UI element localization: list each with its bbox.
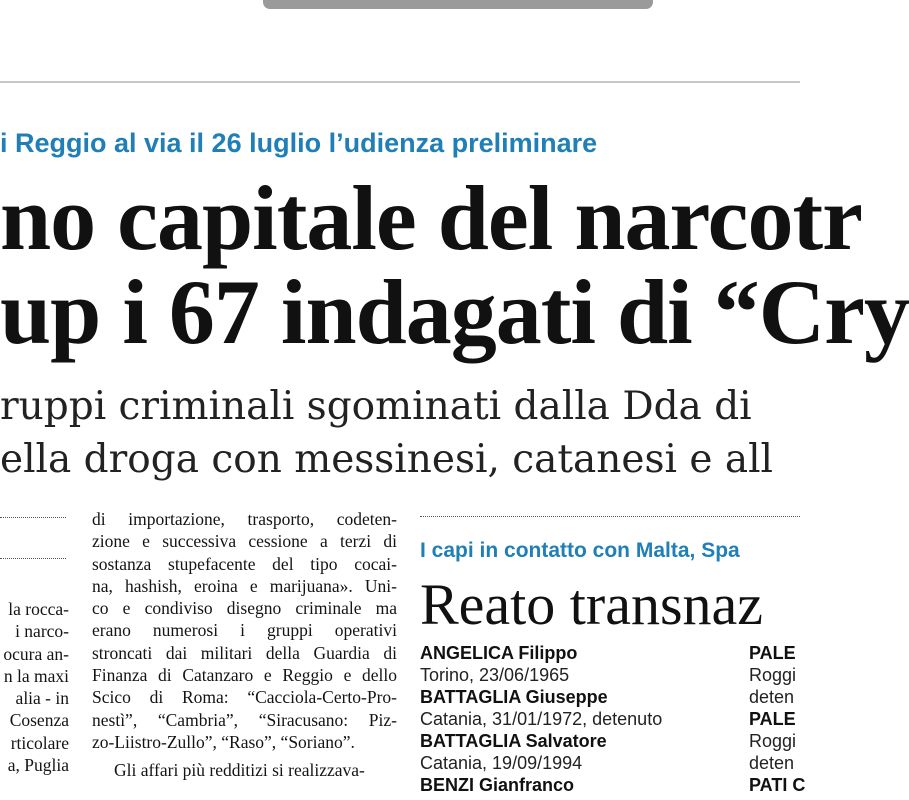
person-info: deten bbox=[749, 753, 795, 773]
body-line: sostanza stupefacente del tipo cocai- bbox=[92, 553, 397, 574]
person-name: BENZI Gianfranco bbox=[420, 775, 575, 795]
top-scroll-bar bbox=[263, 0, 653, 9]
article-kicker: i Reggio al via il 26 luglio l’udienza preliminare bbox=[0, 128, 598, 158]
left-line: i narco- bbox=[15, 621, 69, 642]
body-line: Finanza di Catanzaro e Reggio e dello bbox=[92, 665, 397, 686]
persons-list-second-column bbox=[749, 642, 806, 800]
person-name: BATTAGLIA Giuseppe bbox=[420, 687, 608, 707]
body-line: erano numerosi i gruppi operativi bbox=[92, 620, 397, 641]
body-line: co e condiviso disegno criminale ma bbox=[92, 598, 397, 619]
person-info: Torino, 23/06/1965 bbox=[420, 665, 570, 685]
person-info: deten bbox=[749, 687, 795, 707]
persons-list bbox=[420, 642, 740, 800]
person-name: PALE bbox=[749, 643, 796, 663]
left-dotted-divider-1 bbox=[0, 517, 66, 518]
person-name: ANGELICA Filippo bbox=[420, 643, 578, 663]
left-line: a, Puglia bbox=[7, 755, 69, 776]
left-line: la rocca- bbox=[8, 599, 69, 619]
left-line: rticolare bbox=[10, 732, 69, 753]
top-divider bbox=[0, 81, 800, 83]
left-line: alia - in bbox=[15, 688, 69, 709]
right-dotted-divider bbox=[420, 516, 800, 517]
subheadline-line-1: ruppi criminali sgominati dalla Dda di bbox=[0, 384, 752, 429]
left-dotted-divider-2 bbox=[0, 558, 66, 559]
body-line: na, hashish, eroina e marijuana». Uni- bbox=[92, 575, 397, 596]
person-name: PALE bbox=[749, 709, 796, 729]
middle-column-text bbox=[92, 508, 397, 800]
body-line: Scico di Roma: “Cacciola-Certo-Pro- bbox=[92, 687, 397, 708]
left-line: Cosenza bbox=[9, 710, 69, 731]
left-column-text bbox=[0, 598, 69, 800]
person-info: Roggi bbox=[749, 731, 797, 751]
body-line: nestì”, “Cambria”, “Siracusano: Piz- bbox=[92, 709, 397, 730]
person-info: Catania, 31/01/1972, detenuto bbox=[420, 709, 663, 729]
body-line: stroncati dai militari della Guardia di bbox=[92, 642, 397, 663]
body-line: zo-Liistro-Zullo”, “Raso”, “Soriano”. bbox=[92, 731, 355, 752]
section-kicker: I capi in contatto con Malta, Spa bbox=[420, 539, 740, 562]
body-line: zione e successiva cessione a terzi di bbox=[92, 531, 397, 552]
body-line: Gli affari più redditizi si realizzava- bbox=[114, 760, 365, 781]
subheadline-line-2: ella droga con messinesi, catanesi e all bbox=[0, 437, 774, 482]
headline-line-2: up i 67 indagati di “Cry bbox=[0, 261, 909, 363]
left-line: n la maxi bbox=[3, 665, 69, 686]
person-name: PATI C bbox=[749, 775, 806, 795]
person-info: Catania, 19/09/1994 bbox=[420, 753, 583, 773]
headline-line-1: no capitale del narcotr bbox=[0, 167, 862, 269]
section-title: Reato transnaz bbox=[420, 572, 764, 637]
body-line: di importazione, trasporto, codeten- bbox=[92, 509, 397, 529]
person-name: BATTAGLIA Salvatore bbox=[420, 731, 607, 751]
person-info: Roggi bbox=[749, 665, 797, 685]
left-line: ocura an- bbox=[3, 643, 69, 664]
